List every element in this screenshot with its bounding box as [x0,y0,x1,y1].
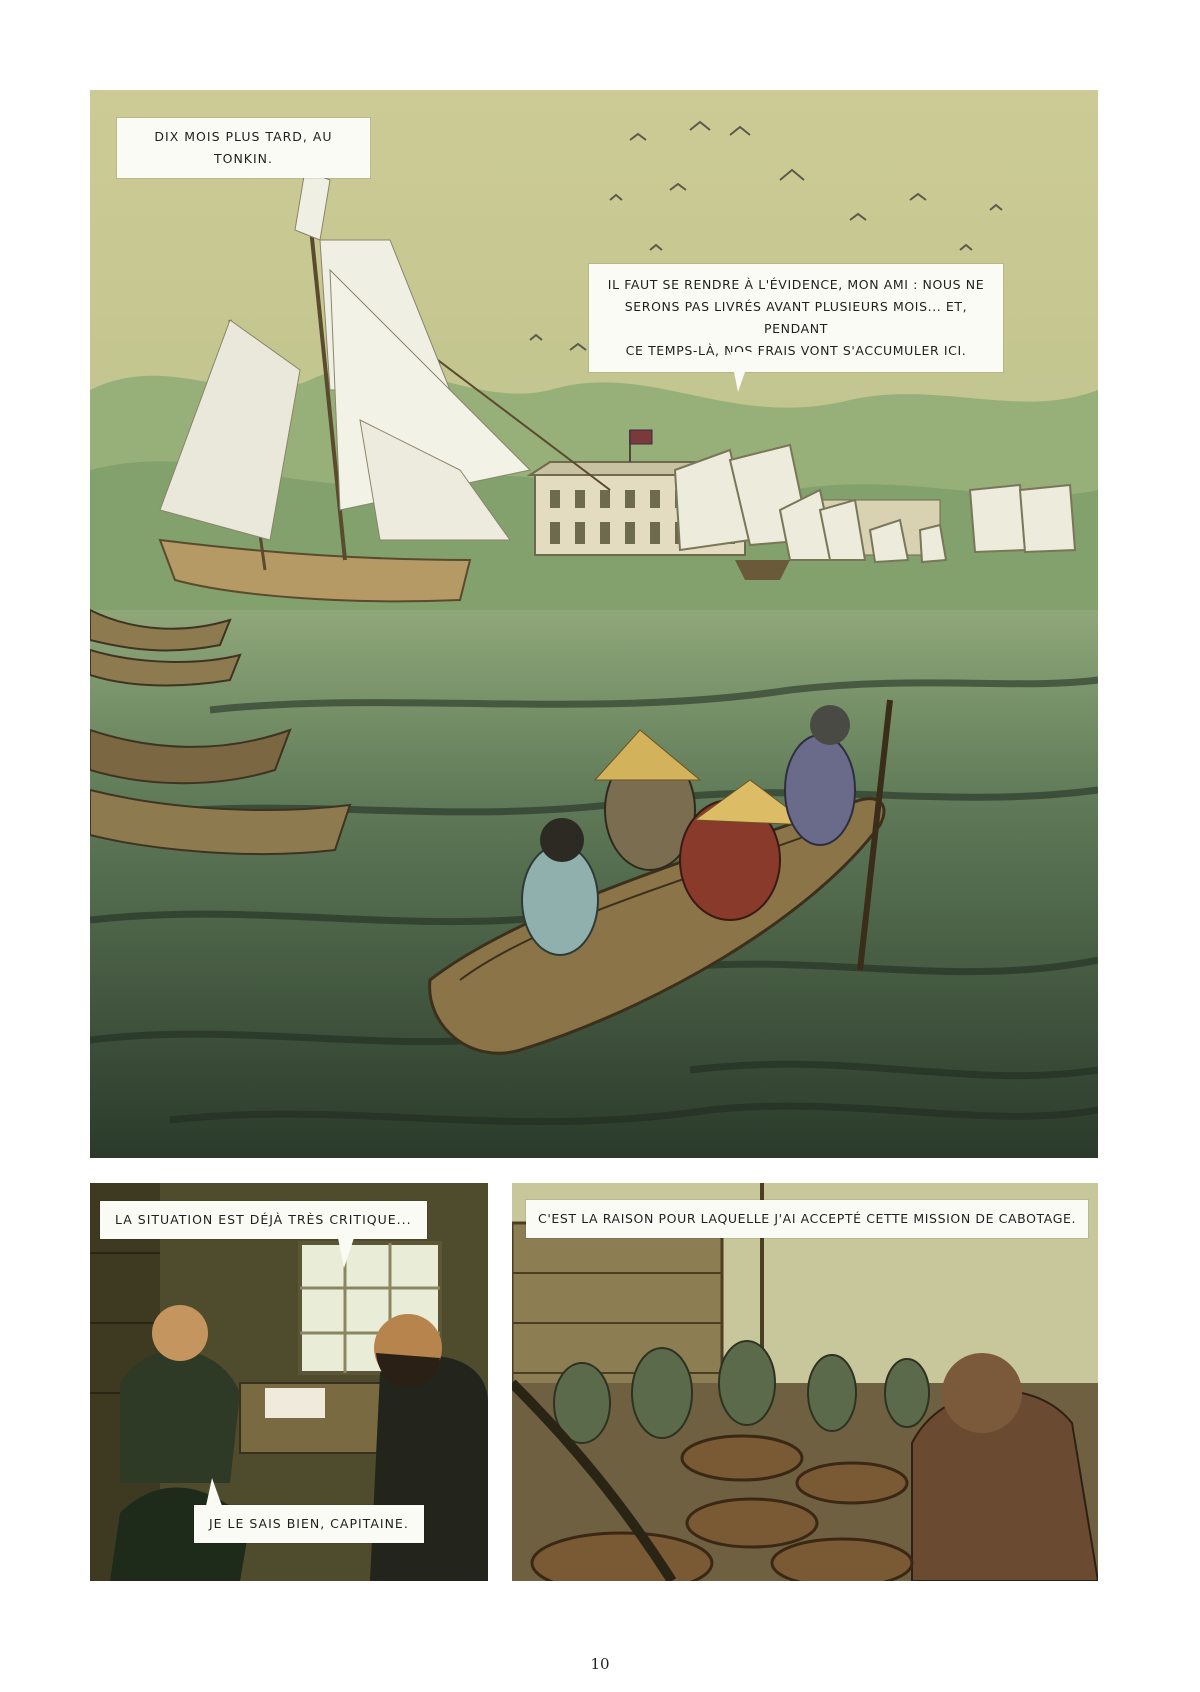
speech-bubble [194,1505,424,1543]
seated-man-head [152,1305,208,1361]
speech-text: LA SITUATION EST DÉJÀ TRÈS CRITIQUE... [115,1212,412,1227]
speech-line: IL FAUT SE RENDRE À L'ÉVIDENCE, MON AMI : NOUS NE [607,277,985,292]
speech-bubble [589,264,1003,372]
panel-harbor-scene [90,90,1098,1158]
seated-man [120,1350,240,1483]
speech-line: CE TEMPS-LÀ, NOS FRAIS VONT S'ACCUMULER ICI. [625,343,967,358]
harbor-illustration [90,90,1098,1158]
dock-illustration [512,1183,1098,1581]
page-number: 10 [590,1655,610,1673]
speech-bubble-tail [206,1478,222,1506]
papers [265,1388,325,1418]
narration-text: C'EST LA RAISON POUR LAQUELLE J'AI ACCEPTÉ CETTE MISSION DE CABOTAGE. [538,1211,1077,1226]
narration-caption [526,1200,1088,1238]
speech-line: SERONS PAS LIVRÉS AVANT PLUSIEURS MOIS... ET, PENDANT [624,299,968,336]
speech-text: JE LE SAIS BIEN, CAPITAINE. [209,1516,409,1531]
panel-office-scene [90,1183,488,1581]
speech-bubble-tail [730,352,752,392]
foreground-sailor-head [942,1353,1022,1433]
narration-caption [117,118,370,178]
speech-bubble [100,1201,427,1239]
narration-text: DIX MOIS PLUS TARD, AU TONKIN. [154,129,333,166]
panel-dock-scene [512,1183,1098,1581]
speech-bubble-tail [338,1238,354,1268]
captain [370,1356,488,1581]
